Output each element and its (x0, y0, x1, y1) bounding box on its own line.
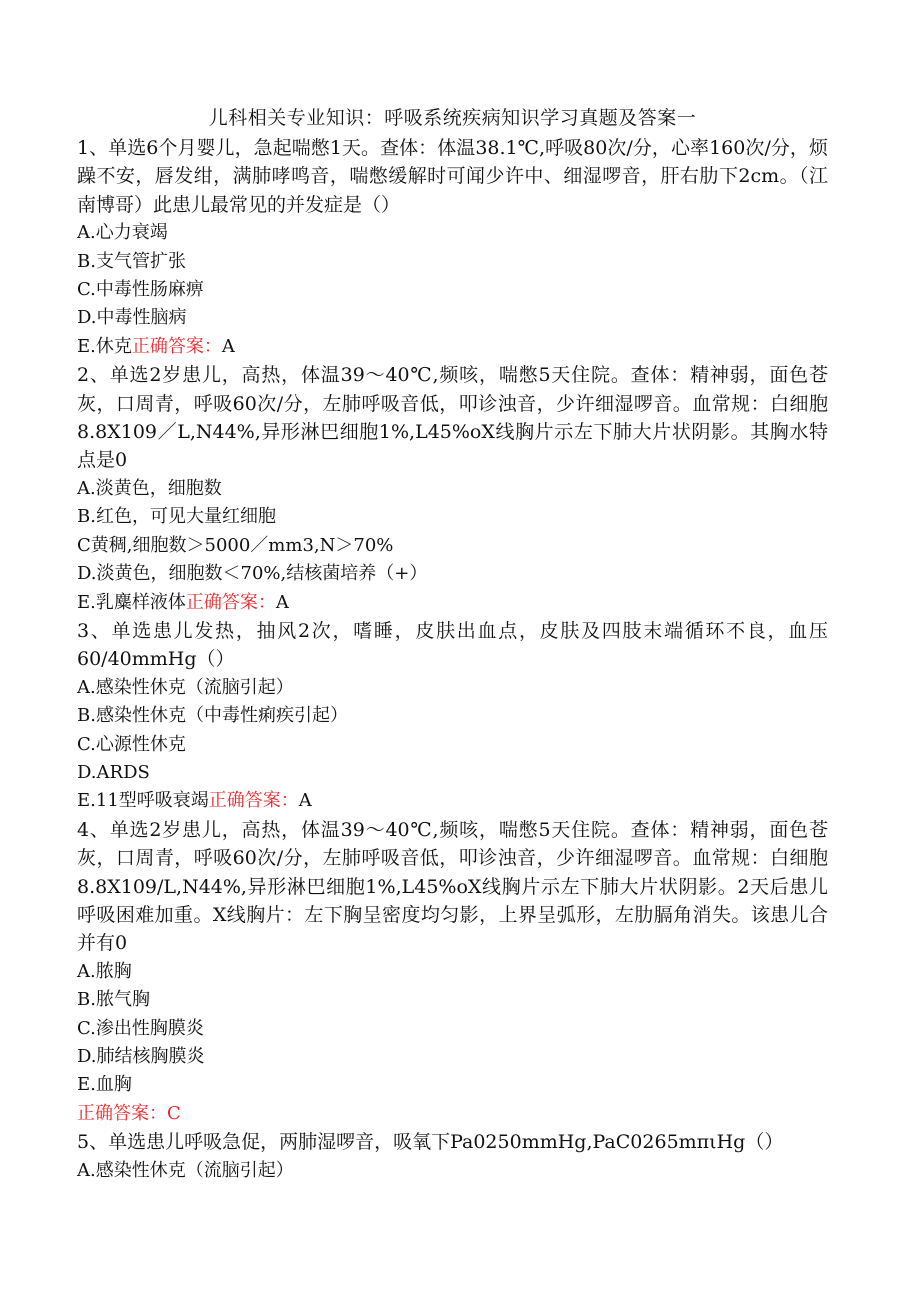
answer-label: 正确答案： (185, 591, 276, 613)
option-c: C.中毒性肠麻痹 (77, 279, 204, 301)
option-d: D.肺结核胸膜炎 (77, 1046, 205, 1067)
question-stem: 4、单选2岁患儿，高热，体温39～40℃,频咳，喘憋5天住院。查体：精神弱，面色苍灰，口周青，呼吸60次/分，左肺呼吸音低，叩诊浊音，少许细湿啰音。血常规：白细胞8.8X109/L,N44%,异形淋巴细胞1%,L45%oX线胸片示左下肺大片状阴影。2天后患儿呼吸困难加重。X线胸片：左下胸呈密度均匀影，上界呈弧形，左肋膈角消失。该患儿合并有0 (77, 818, 828, 955)
answer-label: 正确答案： (208, 790, 299, 812)
option-b: B.感染性休克（中毒性痢疾引起） (77, 705, 348, 727)
option-e-text: E.11型呼吸衰竭 (77, 790, 209, 812)
question-4 (77, 816, 828, 1128)
option-e-text: E.休克 (77, 335, 132, 357)
option-a: A.脓胸 (77, 960, 132, 982)
option-a: A.感染性休克（流脑引起） (77, 1159, 294, 1181)
answer-line: 正确答案：C (77, 1102, 181, 1124)
option-d: D.淡黄色，细胞数＜70%,结核菌培养（+） (77, 563, 428, 585)
answer-value: A (298, 790, 312, 812)
option-e (77, 333, 828, 361)
question-stem: 5、单选患儿呼吸急促，两肺湿啰音，吸氧下Pa0250mmHg,PaC0265mπιHg（） (77, 1131, 784, 1154)
option-e-text: E.乳麋样液体 (77, 591, 186, 613)
option-b: B.红色，可见大量红细胞 (77, 506, 276, 528)
option-a: A.淡黄色，细胞数 (77, 477, 222, 499)
option-e: E.血胸 (77, 1074, 132, 1096)
option-a: A.感染性休克（流脑引起） (77, 676, 294, 698)
option-b: B.支气管扩张 (77, 250, 186, 272)
option-e (77, 589, 828, 617)
answer-value: A (275, 591, 289, 613)
option-c: C.心源性休克 (77, 733, 186, 755)
question-stem: 2、单选2岁患儿，高热，体温39～40℃,频咳，喘憋5天住院。查体：精神弱，面色苍灰，口周青，呼吸60次/分，左肺呼吸音低，叩诊浊音，少许细湿啰音。血常规：白细胞8.8X109／L,N44%,异形淋巴细胞1%,L45%oX线胸片示左下肺大片状阴影。其胸水特点是0 (77, 364, 828, 472)
question-2 (77, 361, 828, 617)
option-d: D.ARDS (77, 761, 150, 783)
option-b: B.脓气胸 (77, 989, 150, 1011)
document-title: 儿科相关专业知识：呼吸系统疾病知识学习真题及答案一 (208, 107, 697, 129)
question-stem: 1、单选6个月婴儿，急起喘憋1天。查体：体温38.1℃,呼吸80次/分，心率160次/分，烦躁不安，唇发绀，满肺哮鸣音，喘憋缓解时可闻少许中、细湿啰音，肝右肋下2cm。（江南博哥）此患儿最常见的并发症是（） (77, 137, 828, 216)
option-c: C.渗出性胸膜炎 (77, 1017, 204, 1039)
question-stem: 3、单选患儿发热，抽风2次，嗜睡，皮肤出血点，皮肤及四肢末端循环不良，血压60/40mmHg（） (77, 619, 828, 671)
option-c: C黄稠,细胞数＞5000／mm3,N＞70% (77, 534, 394, 556)
question-1 (77, 134, 828, 361)
question-3 (77, 617, 828, 816)
question-5 (77, 1128, 828, 1185)
option-d: D.中毒性脑病 (77, 307, 187, 329)
answer-label: 正确答案： (131, 335, 222, 357)
option-e (77, 787, 828, 815)
answer-value: A (221, 335, 235, 357)
option-a: A.心力衰竭 (77, 222, 168, 244)
